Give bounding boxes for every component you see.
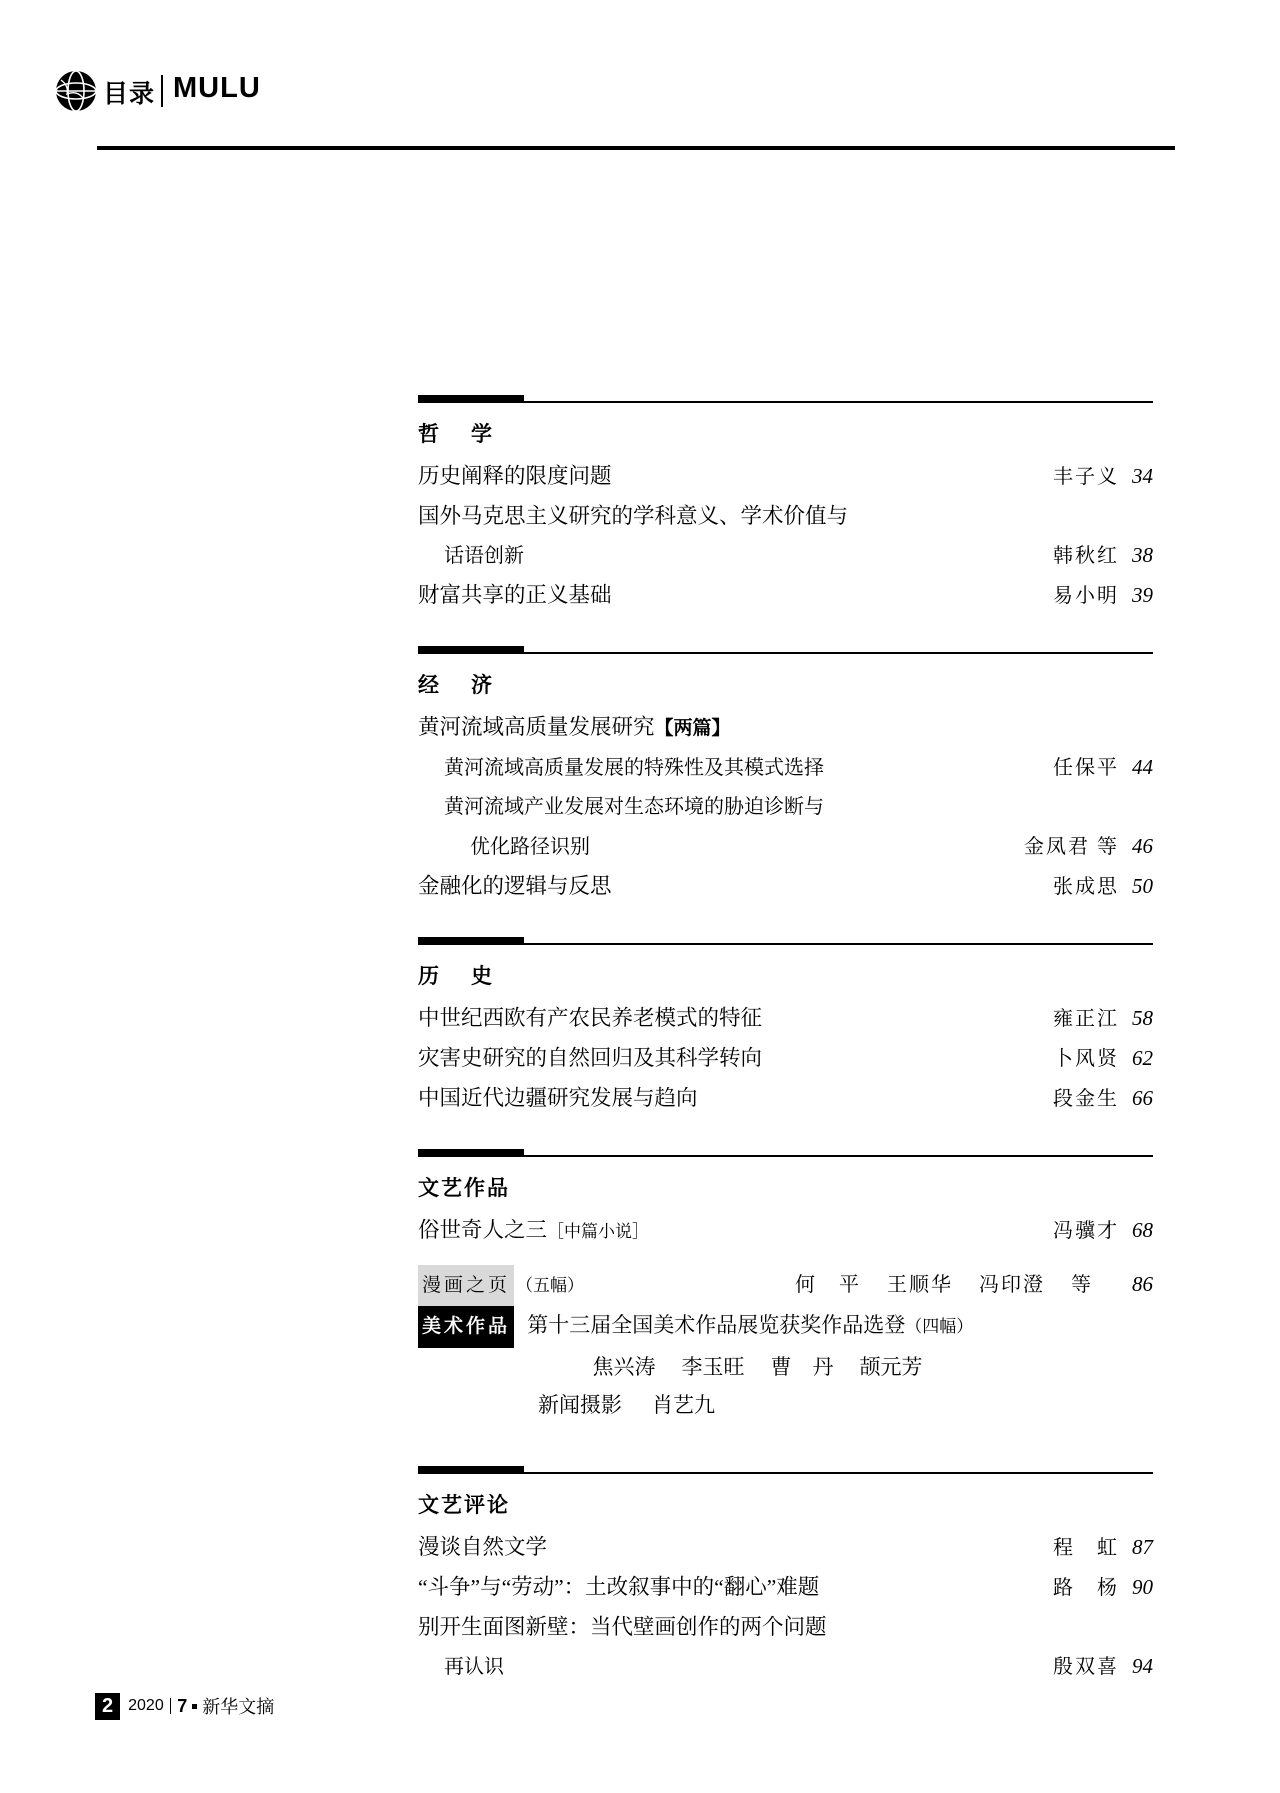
toc-entry[interactable]: [418, 1211, 1153, 1251]
toc-entry[interactable]: [418, 457, 1153, 497]
footer-dot: [192, 1704, 197, 1709]
comic-tag: （五幅）: [516, 1276, 585, 1295]
leader-dots: [590, 1270, 789, 1292]
fine-art-artist-1: 焦兴涛: [592, 1355, 656, 1379]
toc-entry[interactable]: [418, 1079, 1153, 1119]
section-title: 文艺评论: [418, 1494, 510, 1517]
entry-author: 路 杨: [1053, 1577, 1119, 1599]
section-title: [418, 669, 1153, 699]
leader-dots: [510, 1653, 1047, 1673]
header-rule: [97, 146, 1175, 150]
comic-author-2: 王顺华: [887, 1274, 953, 1296]
entry-page: 39: [1132, 583, 1153, 607]
comic-label-box: 漫画之页: [418, 1265, 514, 1306]
entry-title: 再认识: [444, 1656, 504, 1678]
entry-author: 易小明: [1053, 585, 1119, 607]
entry-title: 中世纪西欧有产农民养老模式的特征: [418, 1006, 763, 1030]
entry-page: 46: [1132, 834, 1153, 858]
leader-dots: [655, 1216, 1047, 1238]
entry-author: 段金生: [1053, 1088, 1119, 1110]
section-title: [418, 418, 1153, 448]
entry-author: 韩秋红: [1053, 545, 1119, 567]
leader-dots: [553, 1533, 1047, 1555]
toc-entry[interactable]: [418, 1608, 1153, 1647]
toc-entry[interactable]: [418, 1568, 1153, 1608]
fine-art-artist-4: 颉元芳: [859, 1355, 923, 1379]
entry-author: 张成思: [1053, 876, 1119, 898]
globe-icon: [55, 70, 97, 112]
comic-authors: [795, 1266, 1119, 1305]
entry-title: 优化路径识别: [470, 836, 590, 858]
section-title-part-b: 济: [471, 674, 494, 697]
entry-page: 90: [1132, 1575, 1153, 1599]
section-rule: [418, 937, 1153, 946]
fine-art-tag: （四幅）: [905, 1317, 974, 1336]
fine-art-artist-2: 李玉旺: [681, 1355, 745, 1379]
entry-title: 历史阐释的限度问题: [418, 464, 612, 488]
leader-dots: [618, 581, 1047, 603]
entry-title: 中国近代边疆研究发展与趋向: [418, 1086, 698, 1110]
toc-entry-comic[interactable]: [418, 1265, 1153, 1306]
section-title: [418, 960, 1153, 990]
entry-page: 87: [1132, 1535, 1153, 1559]
entry-tag: ［中篇小说］: [547, 1222, 650, 1241]
entry-title: “斗争”与“劳动”：土改叙事中的“翻心”难题: [418, 1575, 820, 1599]
toc-entry[interactable]: [418, 576, 1153, 616]
toc-entry[interactable]: [418, 827, 1153, 867]
entry-title: 俗世奇人之三: [418, 1218, 548, 1242]
footer-magazine-name: 新华文摘: [202, 1697, 275, 1717]
comic-author-1: 何 平: [795, 1274, 861, 1296]
entry-author: 卜风贤: [1053, 1048, 1119, 1070]
toc-entry[interactable]: [418, 867, 1153, 907]
entry-author: 殷双喜: [1053, 1656, 1119, 1678]
entry-title: 漫谈自然文学: [418, 1535, 548, 1559]
footer-year: 2020: [128, 1697, 164, 1714]
entry-title: 别开生面图新壁：当代壁画创作的两个问题: [418, 1615, 827, 1639]
section-history: [418, 937, 1153, 1119]
fine-art-artist-3: 曹 丹: [770, 1355, 834, 1379]
leader-dots: [830, 754, 1047, 774]
header-divider: [161, 75, 163, 107]
entry-page: 86: [1132, 1272, 1153, 1296]
entry-title: 话语创新: [444, 545, 524, 567]
toc-entry[interactable]: [418, 708, 1153, 748]
leader-dots: [825, 1573, 1047, 1595]
entry-page: 66: [1132, 1086, 1153, 1110]
section-philosophy: [418, 395, 1153, 616]
entry-page: 94: [1132, 1654, 1153, 1678]
section-rule: [418, 395, 1153, 404]
section-title-part-b: 史: [471, 965, 494, 988]
entry-page: 62: [1132, 1046, 1153, 1070]
photo-label: 新闻摄影: [538, 1393, 622, 1417]
footer-page-number: 2: [95, 1693, 120, 1720]
leader-dots: [618, 872, 1047, 894]
section-title-part-a: 哲: [418, 423, 441, 446]
section-rule: [418, 1149, 1153, 1158]
photo-author: 肖艺九: [652, 1393, 715, 1417]
entry-page: 38: [1132, 543, 1153, 567]
entry-author: 任保平: [1053, 757, 1119, 779]
entry-page: 44: [1132, 755, 1153, 779]
entry-page: 68: [1132, 1218, 1153, 1242]
page-footer: [95, 1693, 274, 1719]
entry-title: 黄河流域高质量发展研究: [418, 715, 655, 739]
comic-author-3: 冯印澄: [979, 1274, 1045, 1296]
table-of-contents: [418, 395, 1153, 1687]
leader-dots: [596, 833, 1018, 853]
fine-art-artists: [418, 1348, 1153, 1386]
comic-author-4: 等: [1071, 1274, 1093, 1296]
section-title-part-a: 历: [418, 965, 441, 988]
entry-title: 国外马克思主义研究的学科意义、学术价值与: [418, 504, 849, 528]
leader-dots: [530, 542, 1047, 562]
toc-entry[interactable]: [418, 999, 1153, 1039]
toc-entry[interactable]: [418, 1647, 1153, 1687]
toc-entry[interactable]: [418, 788, 1153, 827]
entry-author: 金凤君 等: [1024, 836, 1119, 858]
fine-art-title: 第十三届全国美术作品展览获奖作品选登: [527, 1313, 906, 1337]
toc-entry-photo[interactable]: [418, 1386, 1153, 1424]
toc-entry-fine-art[interactable]: [418, 1306, 1153, 1348]
header-title-cn: 目录: [103, 80, 156, 108]
entry-author: 冯骥才: [1053, 1220, 1119, 1242]
footer-separator: [170, 1698, 172, 1714]
section-economics: [418, 646, 1153, 907]
section-arts: [418, 1149, 1153, 1424]
leader-dots: [618, 462, 1047, 484]
leader-dots: [768, 1004, 1047, 1026]
section-rule: [418, 646, 1153, 655]
leader-dots: [704, 1084, 1047, 1106]
page-header: [55, 62, 1175, 162]
toc-entry[interactable]: [418, 1528, 1153, 1568]
toc-entry[interactable]: [418, 748, 1153, 788]
toc-entry[interactable]: [418, 497, 1153, 536]
entry-title: 金融化的逻辑与反思: [418, 874, 612, 898]
entry-tag: 【两篇】: [654, 718, 731, 739]
comic-label: [418, 1265, 584, 1306]
entry-title: 灾害史研究的自然回归及其科学转向: [418, 1046, 763, 1070]
entry-title: 财富共享的正义基础: [418, 583, 612, 607]
entry-title: 黄河流域产业发展对生态环境的胁迫诊断与: [444, 796, 824, 818]
leader-dots: [768, 1044, 1047, 1066]
entry-title: 黄河流域高质量发展的特殊性及其模式选择: [444, 757, 824, 779]
toc-entry[interactable]: [418, 1039, 1153, 1079]
entry-page: 58: [1132, 1006, 1153, 1030]
fine-art-label-box: 美术作品: [418, 1306, 514, 1348]
footer-issue: 7: [177, 1695, 188, 1716]
section-title-part-b: 学: [471, 423, 494, 446]
toc-entry[interactable]: [418, 536, 1153, 576]
entry-author: 雍正江: [1053, 1008, 1119, 1030]
entry-author: 程 虹: [1053, 1537, 1119, 1559]
section-criticism: [418, 1466, 1153, 1687]
section-title-part-a: 经: [418, 674, 441, 697]
entry-page: 34: [1132, 464, 1153, 488]
entry-page: 50: [1132, 874, 1153, 898]
section-title: 文艺作品: [418, 1177, 510, 1200]
header-title-en: MULU: [173, 72, 261, 104]
section-rule: [418, 1466, 1153, 1475]
entry-author: 丰子义: [1053, 466, 1119, 488]
